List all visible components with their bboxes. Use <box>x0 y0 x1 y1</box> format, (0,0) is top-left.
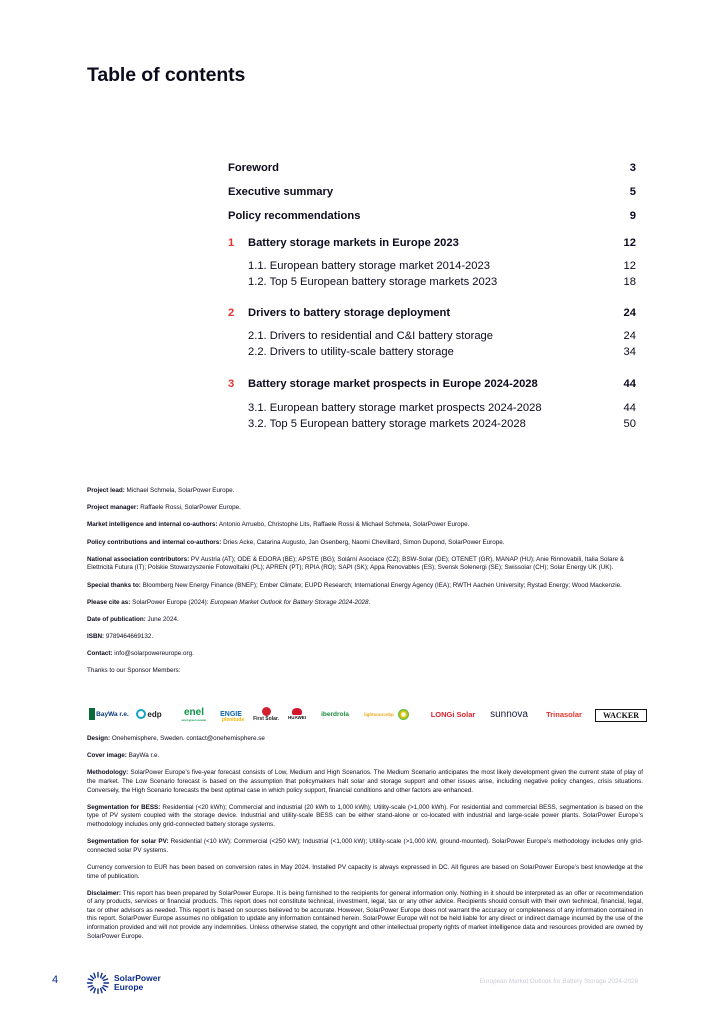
toc-entry[interactable] <box>228 344 636 360</box>
page-title: Table of contents <box>87 64 246 86</box>
credit-cover-image: Cover image: BayWa r.e. <box>87 752 160 760</box>
credits-block-2 <box>87 735 643 950</box>
credit-project-manager: Project manager: Raffaele Rossi, SolarPower Europe. <box>87 504 241 512</box>
toc-entry-page: 5 <box>629 186 636 198</box>
toc-chapter-number: 2 <box>228 307 235 319</box>
credit-national-associations: National association contributors: PV Austria (AT); ODE & EDORA (BE); APSTE (BG); Solární Asociace (CZ); BSW-Solar (DE); OTENET (GR), MANAP (HU); Anie Rinnovabili, Italia Solare & Elettricità Futura (IT); Polskie Stowarzyszenie Fotowoltaiki (PL); APREN (PT); RPIA (RO); SAPI (SK); Appa Renovables (ES); Svensk Solenergi (SE); Swissolar (CH); Solar Energy UK (UK). <box>87 555 625 572</box>
credit-contact: Contact: info@solarpowereurope.org. <box>87 650 194 658</box>
toc-entry[interactable] <box>228 416 636 432</box>
credit-project-lead: Project lead: Michael Schmela, SolarPower Europe. <box>87 487 235 494</box>
toc-chapter-number: 3 <box>228 378 235 390</box>
toc-entry[interactable] <box>228 208 636 224</box>
toc-entry-label: 1.1. European battery storage market 2014-2023 <box>248 260 490 272</box>
toc-entry[interactable] <box>228 328 636 344</box>
credit-design: Design: Onehemisphere, Sweden. contact@onehemisphere.se <box>87 735 265 742</box>
sponsor-logo-iberdrola: iberdrola <box>321 710 349 718</box>
sun-burst-icon <box>86 971 110 995</box>
toc-entry-page: 12 <box>623 237 636 249</box>
sponsor-logo-enel: enel enel green power <box>181 706 207 722</box>
toc-entry-label: 3.2. Top 5 European battery storage markets 2024-2028 <box>248 418 526 430</box>
toc-entry-page: 12 <box>623 260 636 272</box>
sponsor-logo-baywa: BayWa r.e. <box>87 704 131 724</box>
toc-entry[interactable] <box>228 305 636 321</box>
sponsor-logo-bp <box>396 704 410 724</box>
credit-market-intelligence: Market intelligence and internal co-authors: Antonio Arruebo, Christophe Lits, Raffaele Rossi & Michael Schmela, SolarPower Europe. <box>87 521 470 529</box>
solarpower-europe-logo <box>86 970 161 996</box>
sponsor-logo-edp: edp <box>135 704 163 724</box>
toc-entry-page: 24 <box>623 307 636 319</box>
credit-disclaimer: Disclaimer: This report has been prepared by SolarPower Europe. It is being furnished to the recipients for general information only. Nothing in it should be interpreted as an offer or recommendation of any products, services or financial products. This report does not constitute technical, investment, legal, tax or any other advice. Recipients should consult with their own technical, financial, legal, tax or other advisors as needed. This report is based on sources believed to be accurate. However, SolarPower Europe does not warrant the accuracy or completeness of any information contained in this report. SolarPower Europe assumes no obligation to update any information contained herein. SolarPower Europe will not be held liable for any direct or indirect damage incurred by the use of the information provided and will not provide any indemnities. Unless otherwise stated, the copyright and other intellectual property rights of market intelligence data and resources provided are owned by SolarPower Europe. <box>87 889 643 940</box>
credit-thanks-sponsors: Thanks to our Sponsor Members: <box>87 667 181 675</box>
sponsor-logo-sunnova: sunnova <box>490 708 528 720</box>
toc-entry[interactable] <box>228 184 636 200</box>
credit-methodology: Methodology: SolarPower Europe’s five-year forecast consists of Low, Medium and High Scenarios. The Medium Scenario anticipates the most likely development given the current state of play of the market. The Low Scenario forecast is based on the assumption that policymakers halt solar and storage support and other issues arise, including negative policy changes, crisis situations. Conversely, the High Scenario forecasts the best optimal case in which policy support, financial conditions and other factors are enhanced. <box>87 769 643 794</box>
toc-entry-label: 1.2. Top 5 European battery storage markets 2023 <box>248 276 498 288</box>
sponsor-logos <box>87 701 647 727</box>
sponsor-logo-wacker: WACKER <box>595 709 647 722</box>
credit-special-thanks: Special thanks to: Bloomberg New Energy Finance (BNEF); Ember Climate; EUPD Research; International Energy Agency (IEA); RWTH Aachen University; Rystad Energy; Wood Mackenzie. <box>87 581 622 589</box>
toc-entry[interactable] <box>228 235 636 251</box>
toc-entry-page: 34 <box>623 346 636 358</box>
toc-entry-page: 44 <box>623 402 636 414</box>
sponsor-logo-trinasolar: Trinasolar <box>546 709 582 719</box>
logo-line-2: Europe <box>114 982 144 992</box>
toc-entry-page: 24 <box>623 330 636 342</box>
sponsor-logo-first-solar: First Solar. <box>251 704 281 724</box>
credit-policy-contributions: Policy contributions and internal co-authors: Dries Acke, Catarina Augusto, Jan Osenberg, Naomi Chevillard, Simon Dupond, SolarPower Europe. <box>87 538 505 546</box>
logo-line-1: SolarPower <box>114 973 161 983</box>
credit-cite-as: Please cite as: SolarPower Europe (2024): European Market Outlook for Battery Storage 2024-2028. <box>87 598 371 606</box>
toc-entry[interactable] <box>228 400 636 416</box>
credit-currency: Currency conversion to EUR has been based on conversion rates in May 2024. Installed PV capacity is always expressed in DC. All figures are based on SolarPower Europe’s best knowledge at the time of publication. <box>87 863 643 880</box>
toc-entry-label: Policy recommendations <box>228 210 361 222</box>
sponsor-logo-lightsourcebp: lightsourcebp <box>364 711 394 717</box>
toc-entry-label: 2.1. Drivers to residential and C&I battery storage <box>248 330 493 342</box>
toc-entry-label: Foreword <box>228 162 279 174</box>
sponsor-logo-engie: ENGIE <box>220 710 242 718</box>
report-title-footer: European Market Outlook for Battery Storage 2024-2028 <box>479 978 638 985</box>
toc-entry-label: Executive summary <box>228 186 334 198</box>
toc-entry-label: Battery storage market prospects in Europe 2024-2028 <box>248 378 538 390</box>
toc-entry-page: 18 <box>623 276 636 288</box>
toc-entry[interactable] <box>228 376 636 392</box>
toc-entry[interactable] <box>228 160 636 176</box>
toc-entry-label: Drivers to battery storage deployment <box>248 307 451 319</box>
page-number: 4 <box>52 974 59 986</box>
toc-entry-page: 3 <box>629 162 636 174</box>
credit-date: Date of publication: June 2024. <box>87 615 179 623</box>
toc-entry[interactable] <box>228 274 636 290</box>
sponsor-logo-plenitude: plenitude <box>221 717 245 723</box>
toc-entry-label: Battery storage markets in Europe 2023 <box>248 237 459 249</box>
credits-block <box>87 487 643 685</box>
toc-chapter-number: 1 <box>228 237 235 249</box>
toc-entry-page: 50 <box>623 418 636 430</box>
toc-entry-page: 9 <box>629 210 636 222</box>
credit-segmentation-bess: Segmentation for BESS: Residential (<20 kWh); Commercial and industrial (20 kWh to 1,000 kWh); Utility-scale (>1,000 kWh). For residential and commercial BESS, segmentation is based on the type of PV system coupled with the storage device. Industrial and utility-scale BESS can be either stand-alone or co-located with industrial and large-scale power plants. SolarPower Europe’s methodology includes only grid-connected battery storage systems. <box>87 803 643 828</box>
toc-entry[interactable] <box>228 258 636 274</box>
toc-entry-label: 3.1. European battery storage market prospects 2024-2028 <box>248 402 542 414</box>
toc-entry-page: 44 <box>623 378 636 390</box>
credit-isbn: ISBN: 9789464669132. <box>87 633 154 641</box>
sponsor-logo-longi: LONGi Solar <box>430 709 476 719</box>
toc-entry-label: 2.2. Drivers to utility-scale battery storage <box>248 346 454 358</box>
credit-segmentation-pv: Segmentation for solar PV: Residential (<10 kW); Commercial (<250 kW); Industrial (<1,000 kW); Utility-scale (>1,000 kW, ground-mounted). SolarPower Europe’s methodology includes only grid-connected solar PV systems. <box>87 838 643 854</box>
sponsor-logo-huawei: HUAWEI <box>285 704 309 724</box>
